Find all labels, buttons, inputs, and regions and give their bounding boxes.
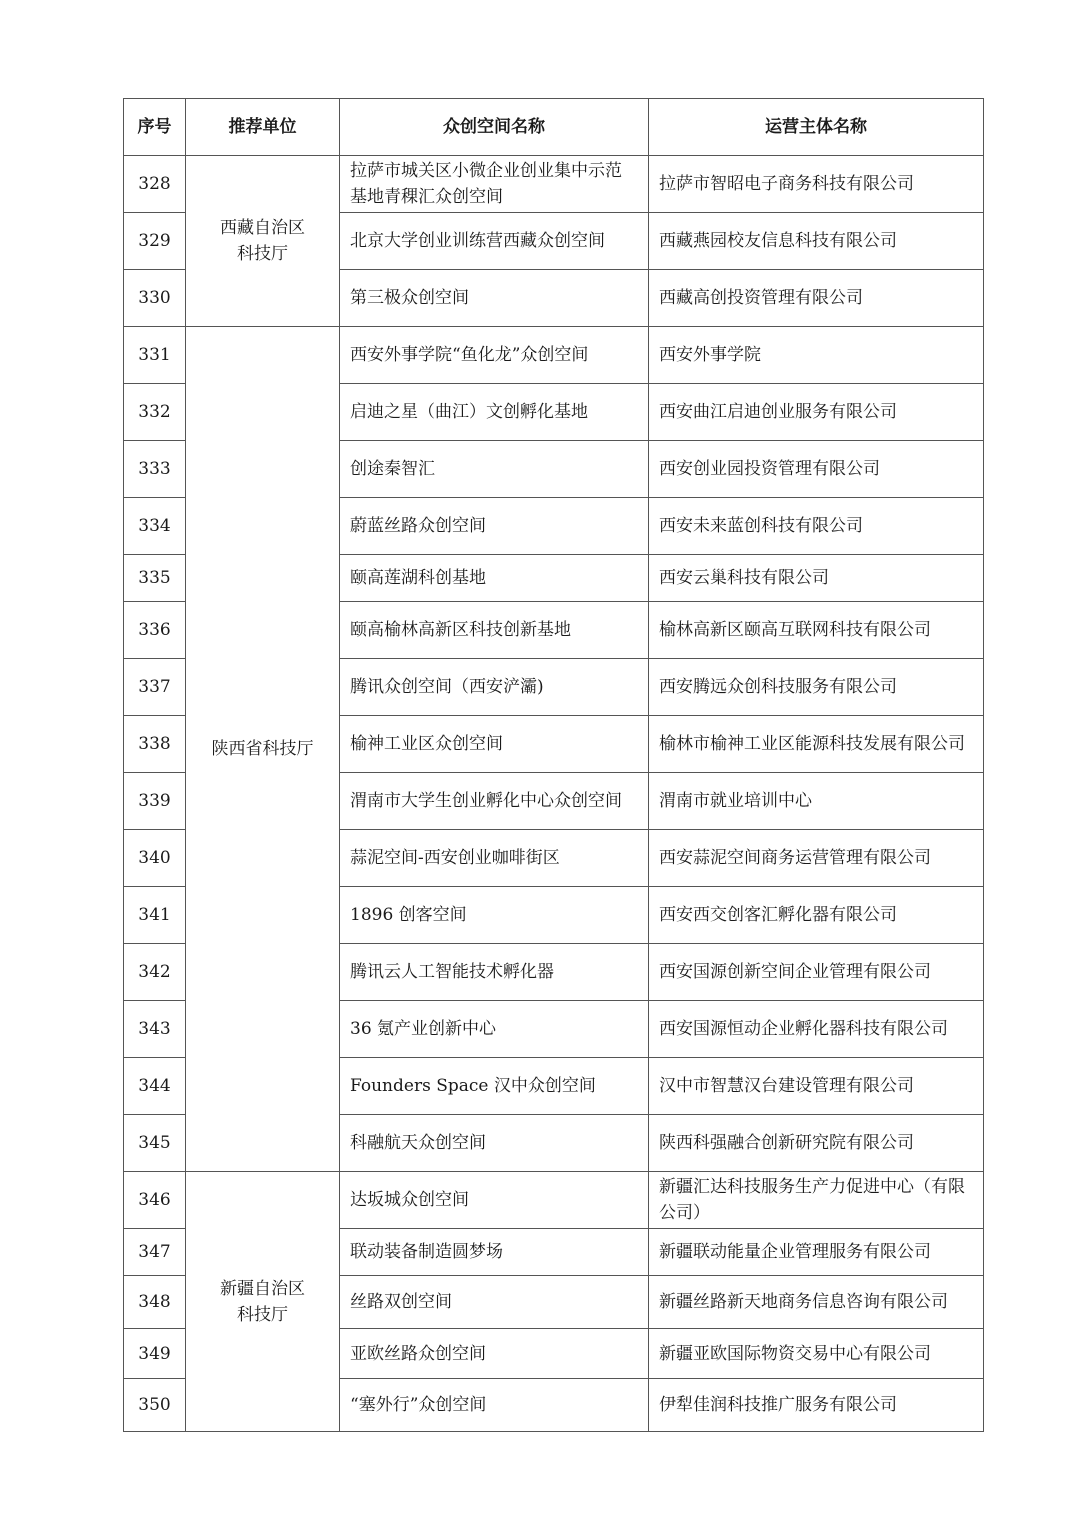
- space-name-cell: 亚欧丝路众创空间: [340, 1329, 649, 1379]
- serial-number-cell: 340: [124, 830, 186, 887]
- serial-number-cell: 333: [124, 441, 186, 498]
- operator-name-cell: 西安曲江启迪创业服务有限公司: [649, 384, 984, 441]
- operator-name-cell: 渭南市就业培训中心: [649, 773, 984, 830]
- operator-name-cell: 西安云巢科技有限公司: [649, 555, 984, 602]
- recommending-unit-cell: 新疆自治区 科技厅: [186, 1172, 340, 1432]
- space-name-cell: 丝路双创空间: [340, 1276, 649, 1329]
- serial-number-cell: 343: [124, 1001, 186, 1058]
- operator-name-cell: 新疆丝路新天地商务信息咨询有限公司: [649, 1276, 984, 1329]
- operator-name-cell: 西藏燕园校友信息科技有限公司: [649, 213, 984, 270]
- serial-number-cell: 347: [124, 1229, 186, 1276]
- space-name-cell: “塞外行”众创空间: [340, 1379, 649, 1432]
- space-name-cell: 1896 创客空间: [340, 887, 649, 944]
- serial-number-cell: 329: [124, 213, 186, 270]
- space-name-cell: 启迪之星（曲江）文创孵化基地: [340, 384, 649, 441]
- serial-number-cell: 346: [124, 1172, 186, 1229]
- operator-name-cell: 新疆亚欧国际物资交易中心有限公司: [649, 1329, 984, 1379]
- space-name-cell: 创途秦智汇: [340, 441, 649, 498]
- operator-name-cell: 榆林高新区颐高互联网科技有限公司: [649, 602, 984, 659]
- serial-number-cell: 350: [124, 1379, 186, 1432]
- space-name-cell: Founders Space 汉中众创空间: [340, 1058, 649, 1115]
- space-name-cell: 颐高榆林高新区科技创新基地: [340, 602, 649, 659]
- table-row: [124, 327, 984, 384]
- operator-name-cell: 新疆汇达科技服务生产力促进中心（有限公司）: [649, 1172, 984, 1229]
- recommending-unit-cell: 陕西省科技厅: [186, 327, 340, 1172]
- header-recommending-unit: 推荐单位: [186, 99, 340, 156]
- space-name-cell: 联动装备制造圆梦场: [340, 1229, 649, 1276]
- serial-number-cell: 331: [124, 327, 186, 384]
- space-name-cell: 达坂城众创空间: [340, 1172, 649, 1229]
- operator-name-cell: 汉中市智慧汉台建设管理有限公司: [649, 1058, 984, 1115]
- serial-number-cell: 345: [124, 1115, 186, 1172]
- header-space-name: 众创空间名称: [340, 99, 649, 156]
- operator-name-cell: 拉萨市智昭电子商务科技有限公司: [649, 156, 984, 213]
- serial-number-cell: 328: [124, 156, 186, 213]
- operator-name-cell: 陕西科强融合创新研究院有限公司: [649, 1115, 984, 1172]
- table-header-row: [124, 99, 984, 156]
- space-name-cell: 榆神工业区众创空间: [340, 716, 649, 773]
- recommending-unit-cell: 西藏自治区 科技厅: [186, 156, 340, 327]
- serial-number-cell: 348: [124, 1276, 186, 1329]
- table-row: [124, 156, 984, 213]
- space-name-cell: 36 氪产业创新中心: [340, 1001, 649, 1058]
- header-operator-name: 运营主体名称: [649, 99, 984, 156]
- serial-number-cell: 342: [124, 944, 186, 1001]
- serial-number-cell: 336: [124, 602, 186, 659]
- space-name-cell: 拉萨市城关区小微企业创业集中示范基地青稞汇众创空间: [340, 156, 649, 213]
- space-name-cell: 西安外事学院“鱼化龙”众创空间: [340, 327, 649, 384]
- recommendation-table: [123, 98, 984, 1432]
- serial-number-cell: 337: [124, 659, 186, 716]
- operator-name-cell: 西安国源创新空间企业管理有限公司: [649, 944, 984, 1001]
- operator-name-cell: 西安西交创客汇孵化器有限公司: [649, 887, 984, 944]
- space-name-cell: 腾讯云人工智能技术孵化器: [340, 944, 649, 1001]
- operator-name-cell: 西安外事学院: [649, 327, 984, 384]
- operator-name-cell: 伊犁佳润科技推广服务有限公司: [649, 1379, 984, 1432]
- operator-name-cell: 西安腾远众创科技服务有限公司: [649, 659, 984, 716]
- space-name-cell: 第三极众创空间: [340, 270, 649, 327]
- operator-name-cell: 新疆联动能量企业管理服务有限公司: [649, 1229, 984, 1276]
- serial-number-cell: 341: [124, 887, 186, 944]
- table-body: [124, 156, 984, 1432]
- space-name-cell: 腾讯众创空间（西安浐灞): [340, 659, 649, 716]
- space-name-cell: 颐高莲湖科创基地: [340, 555, 649, 602]
- serial-number-cell: 332: [124, 384, 186, 441]
- serial-number-cell: 330: [124, 270, 186, 327]
- header-serial-number: 序号: [124, 99, 186, 156]
- serial-number-cell: 335: [124, 555, 186, 602]
- table-row: [124, 1172, 984, 1229]
- space-name-cell: 科融航天众创空间: [340, 1115, 649, 1172]
- serial-number-cell: 349: [124, 1329, 186, 1379]
- operator-name-cell: 西安未来蓝创科技有限公司: [649, 498, 984, 555]
- operator-name-cell: 西藏高创投资管理有限公司: [649, 270, 984, 327]
- operator-name-cell: 西安创业园投资管理有限公司: [649, 441, 984, 498]
- serial-number-cell: 344: [124, 1058, 186, 1115]
- space-name-cell: 北京大学创业训练营西藏众创空间: [340, 213, 649, 270]
- space-name-cell: 蒜泥空间-西安创业咖啡街区: [340, 830, 649, 887]
- operator-name-cell: 榆林市榆神工业区能源科技发展有限公司: [649, 716, 984, 773]
- space-name-cell: 渭南市大学生创业孵化中心众创空间: [340, 773, 649, 830]
- serial-number-cell: 338: [124, 716, 186, 773]
- serial-number-cell: 334: [124, 498, 186, 555]
- serial-number-cell: 339: [124, 773, 186, 830]
- operator-name-cell: 西安国源恒动企业孵化器科技有限公司: [649, 1001, 984, 1058]
- space-name-cell: 蔚蓝丝路众创空间: [340, 498, 649, 555]
- operator-name-cell: 西安蒜泥空间商务运营管理有限公司: [649, 830, 984, 887]
